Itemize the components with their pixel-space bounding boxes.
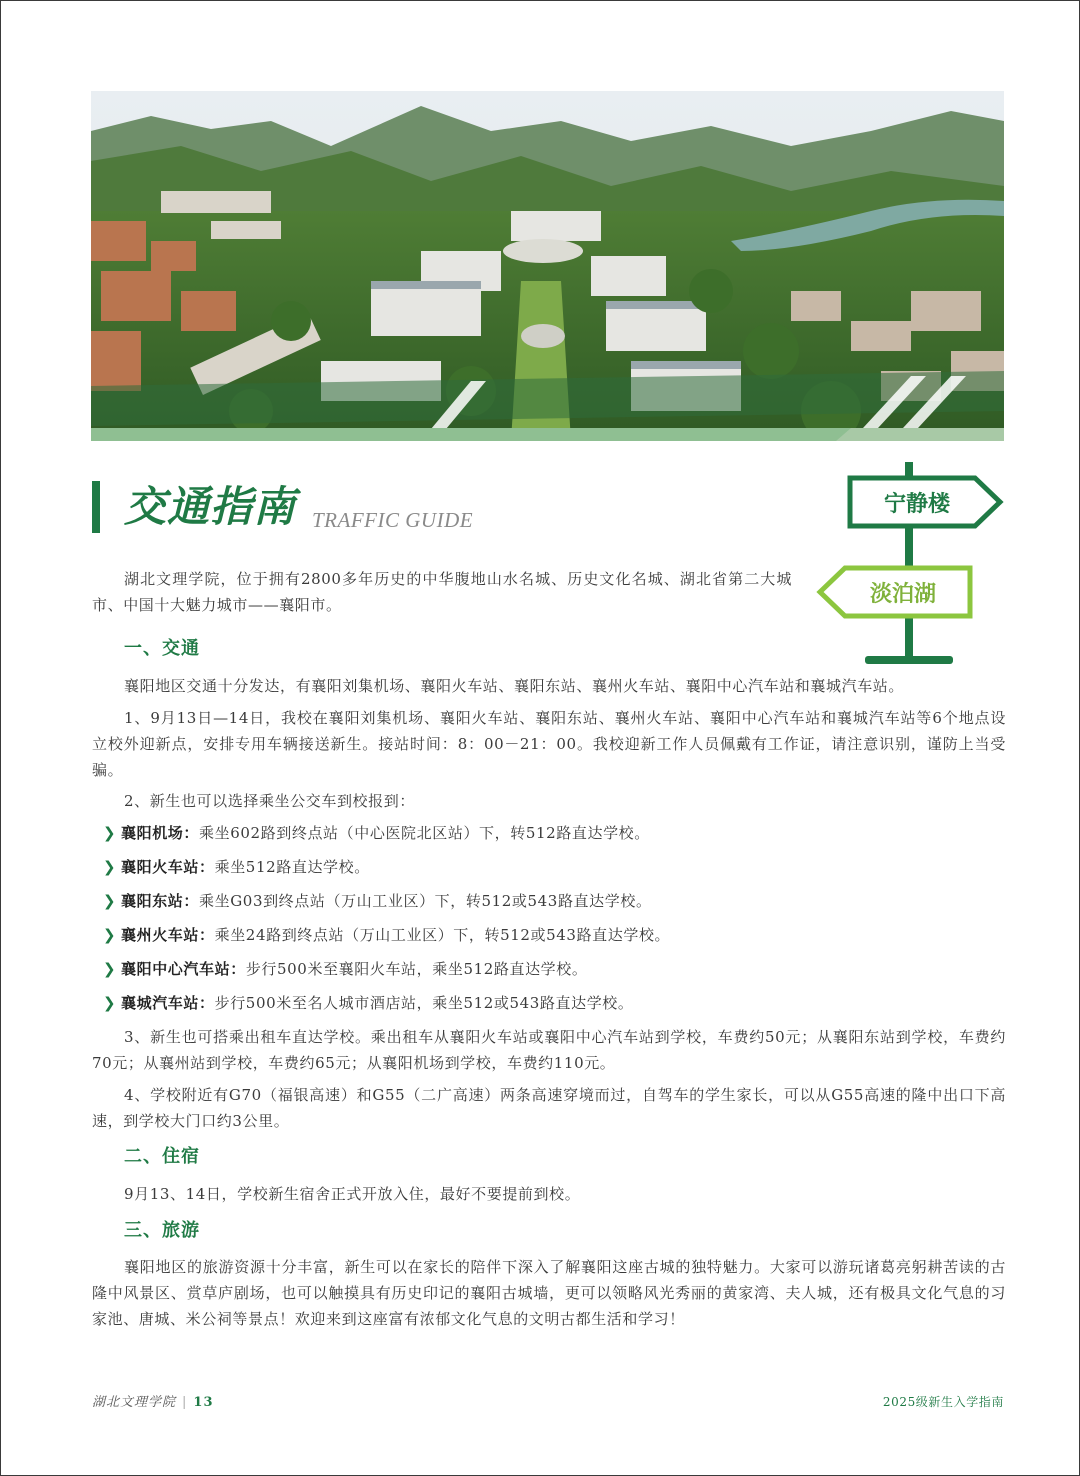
arrow-right-icon: ❯ — [103, 858, 117, 876]
arrow-right-icon: ❯ — [103, 960, 117, 978]
route-desc: 乘坐512路直达学校。 — [214, 858, 370, 876]
arrow-right-icon: ❯ — [103, 926, 117, 944]
route-desc: 步行500米至名人城市酒店站，乘坐512或543路直达学校。 — [214, 994, 634, 1012]
page-title-english: TRAFFIC GUIDE — [312, 508, 474, 532]
route-desc: 乘坐602路到终点站（中心医院北区站）下，转512路直达学校。 — [199, 824, 650, 842]
traffic-paragraph-3: 3、新生也可搭乘出租车直达学校。乘出租车从襄阳火车站或襄阳中心汽车站到学校，车费约50元；从襄阳东站到学校，车费约70元；从襄州站到学校，车费约65元；从襄阳机场到学校，车费约110元。 — [92, 1028, 1006, 1072]
section-heading-accommodation: 二、住宿 — [124, 1146, 200, 1167]
tourism-paragraph: 襄阳地区的旅游资源十分丰富，新生可以在家长的陪伴下深入了解襄阳这座古城的独特魅力。大家可以游玩诸葛亮躬耕苦读的古隆中风景区、赏草庐剧场，也可以触摸具有历史印记的襄阳古城墙，更可以领略风光秀丽的黄家湾、夫人城，还有极具文化气息的习家池、唐城、米公祠等景点！欢迎来到这座富有浓郁文化气息的文明古都生活和学习！ — [92, 1258, 1006, 1328]
traffic-paragraph-2: 2、新生也可以选择乘坐公交车到校报到： — [124, 792, 415, 810]
route-name: 襄州火车站： — [121, 926, 215, 944]
campus-aerial-photo — [91, 91, 1004, 441]
footer-separator: | — [182, 1395, 188, 1410]
route-name: 襄阳机场： — [121, 824, 200, 842]
traffic-paragraph-1: 1、9月13日—14日，我校在襄阳刘集机场、襄阳火车站、襄阳东站、襄州火车站、襄阳中心汽车站和襄城汽车站等6个地点设立校外迎新点，安排专用车辆接送新生。接站时间：8：00－21：00。我校迎新工作人员佩戴有工作证，请注意识别，谨防上当受骗。 — [92, 709, 1006, 779]
route-item — [103, 957, 1003, 981]
route-name: 襄阳火车站： — [121, 858, 215, 876]
section-heading-tourism: 三、旅游 — [124, 1220, 200, 1241]
route-item — [103, 855, 1003, 879]
route-desc: 乘坐24路到终点站（万山工业区）下，转512或543路直达学校。 — [214, 926, 671, 944]
traffic-paragraph-0: 襄阳地区交通十分发达，有襄阳刘集机场、襄阳火车站、襄阳东站、襄州火车站、襄阳中心汽车站和襄城汽车站。 — [124, 677, 905, 695]
accommodation-paragraph: 9月13、14日，学校新生宿舍正式开放入住，最好不要提前到校。 — [124, 1185, 581, 1203]
route-desc: 乘坐G03到终点站（万山工业区）下，转512或543路直达学校。 — [199, 892, 652, 910]
route-name: 襄城汽车站： — [121, 994, 215, 1012]
footer-guide-title: 2025级新生入学指南 — [882, 1395, 1004, 1409]
route-item — [103, 889, 1003, 913]
arrow-right-icon: ❯ — [103, 994, 117, 1012]
route-name: 襄阳中心汽车站： — [121, 960, 246, 978]
page-title: 交通指南 — [124, 482, 297, 531]
route-name: 襄阳东站： — [121, 892, 200, 910]
footer-left — [92, 1391, 214, 1410]
route-item — [103, 923, 1003, 947]
title-accent-bar — [92, 481, 100, 533]
page-number: 13 — [193, 1395, 214, 1410]
arrow-right-icon: ❯ — [103, 824, 117, 842]
intro-paragraph: 湖北文理学院，位于拥有2800多年历史的中华腹地山水名城、历史文化名城、湖北省第二大城市、中国十大魅力城市——襄阳市。 — [92, 570, 792, 614]
route-desc: 步行500米至襄阳火车站，乘坐512路直达学校。 — [245, 960, 588, 978]
sign-label-bottom: 淡泊湖 — [869, 581, 937, 607]
footer-school-name: 湖北文理学院 — [92, 1395, 177, 1410]
arrow-right-icon: ❯ — [103, 892, 117, 910]
sign-label-top: 宁静楼 — [883, 491, 951, 517]
route-item — [103, 991, 1003, 1015]
signpost-illustration — [815, 460, 1015, 670]
traffic-paragraph-4: 4、学校附近有G70（福银高速）和G55（二广高速）两条高速穿境而过，自驾车的学生家长，可以从G55高速的隆中出口下高速，到学校大门口约3公里。 — [92, 1086, 1006, 1130]
section-heading-traffic: 一、交通 — [124, 638, 200, 659]
route-item — [103, 821, 1003, 845]
